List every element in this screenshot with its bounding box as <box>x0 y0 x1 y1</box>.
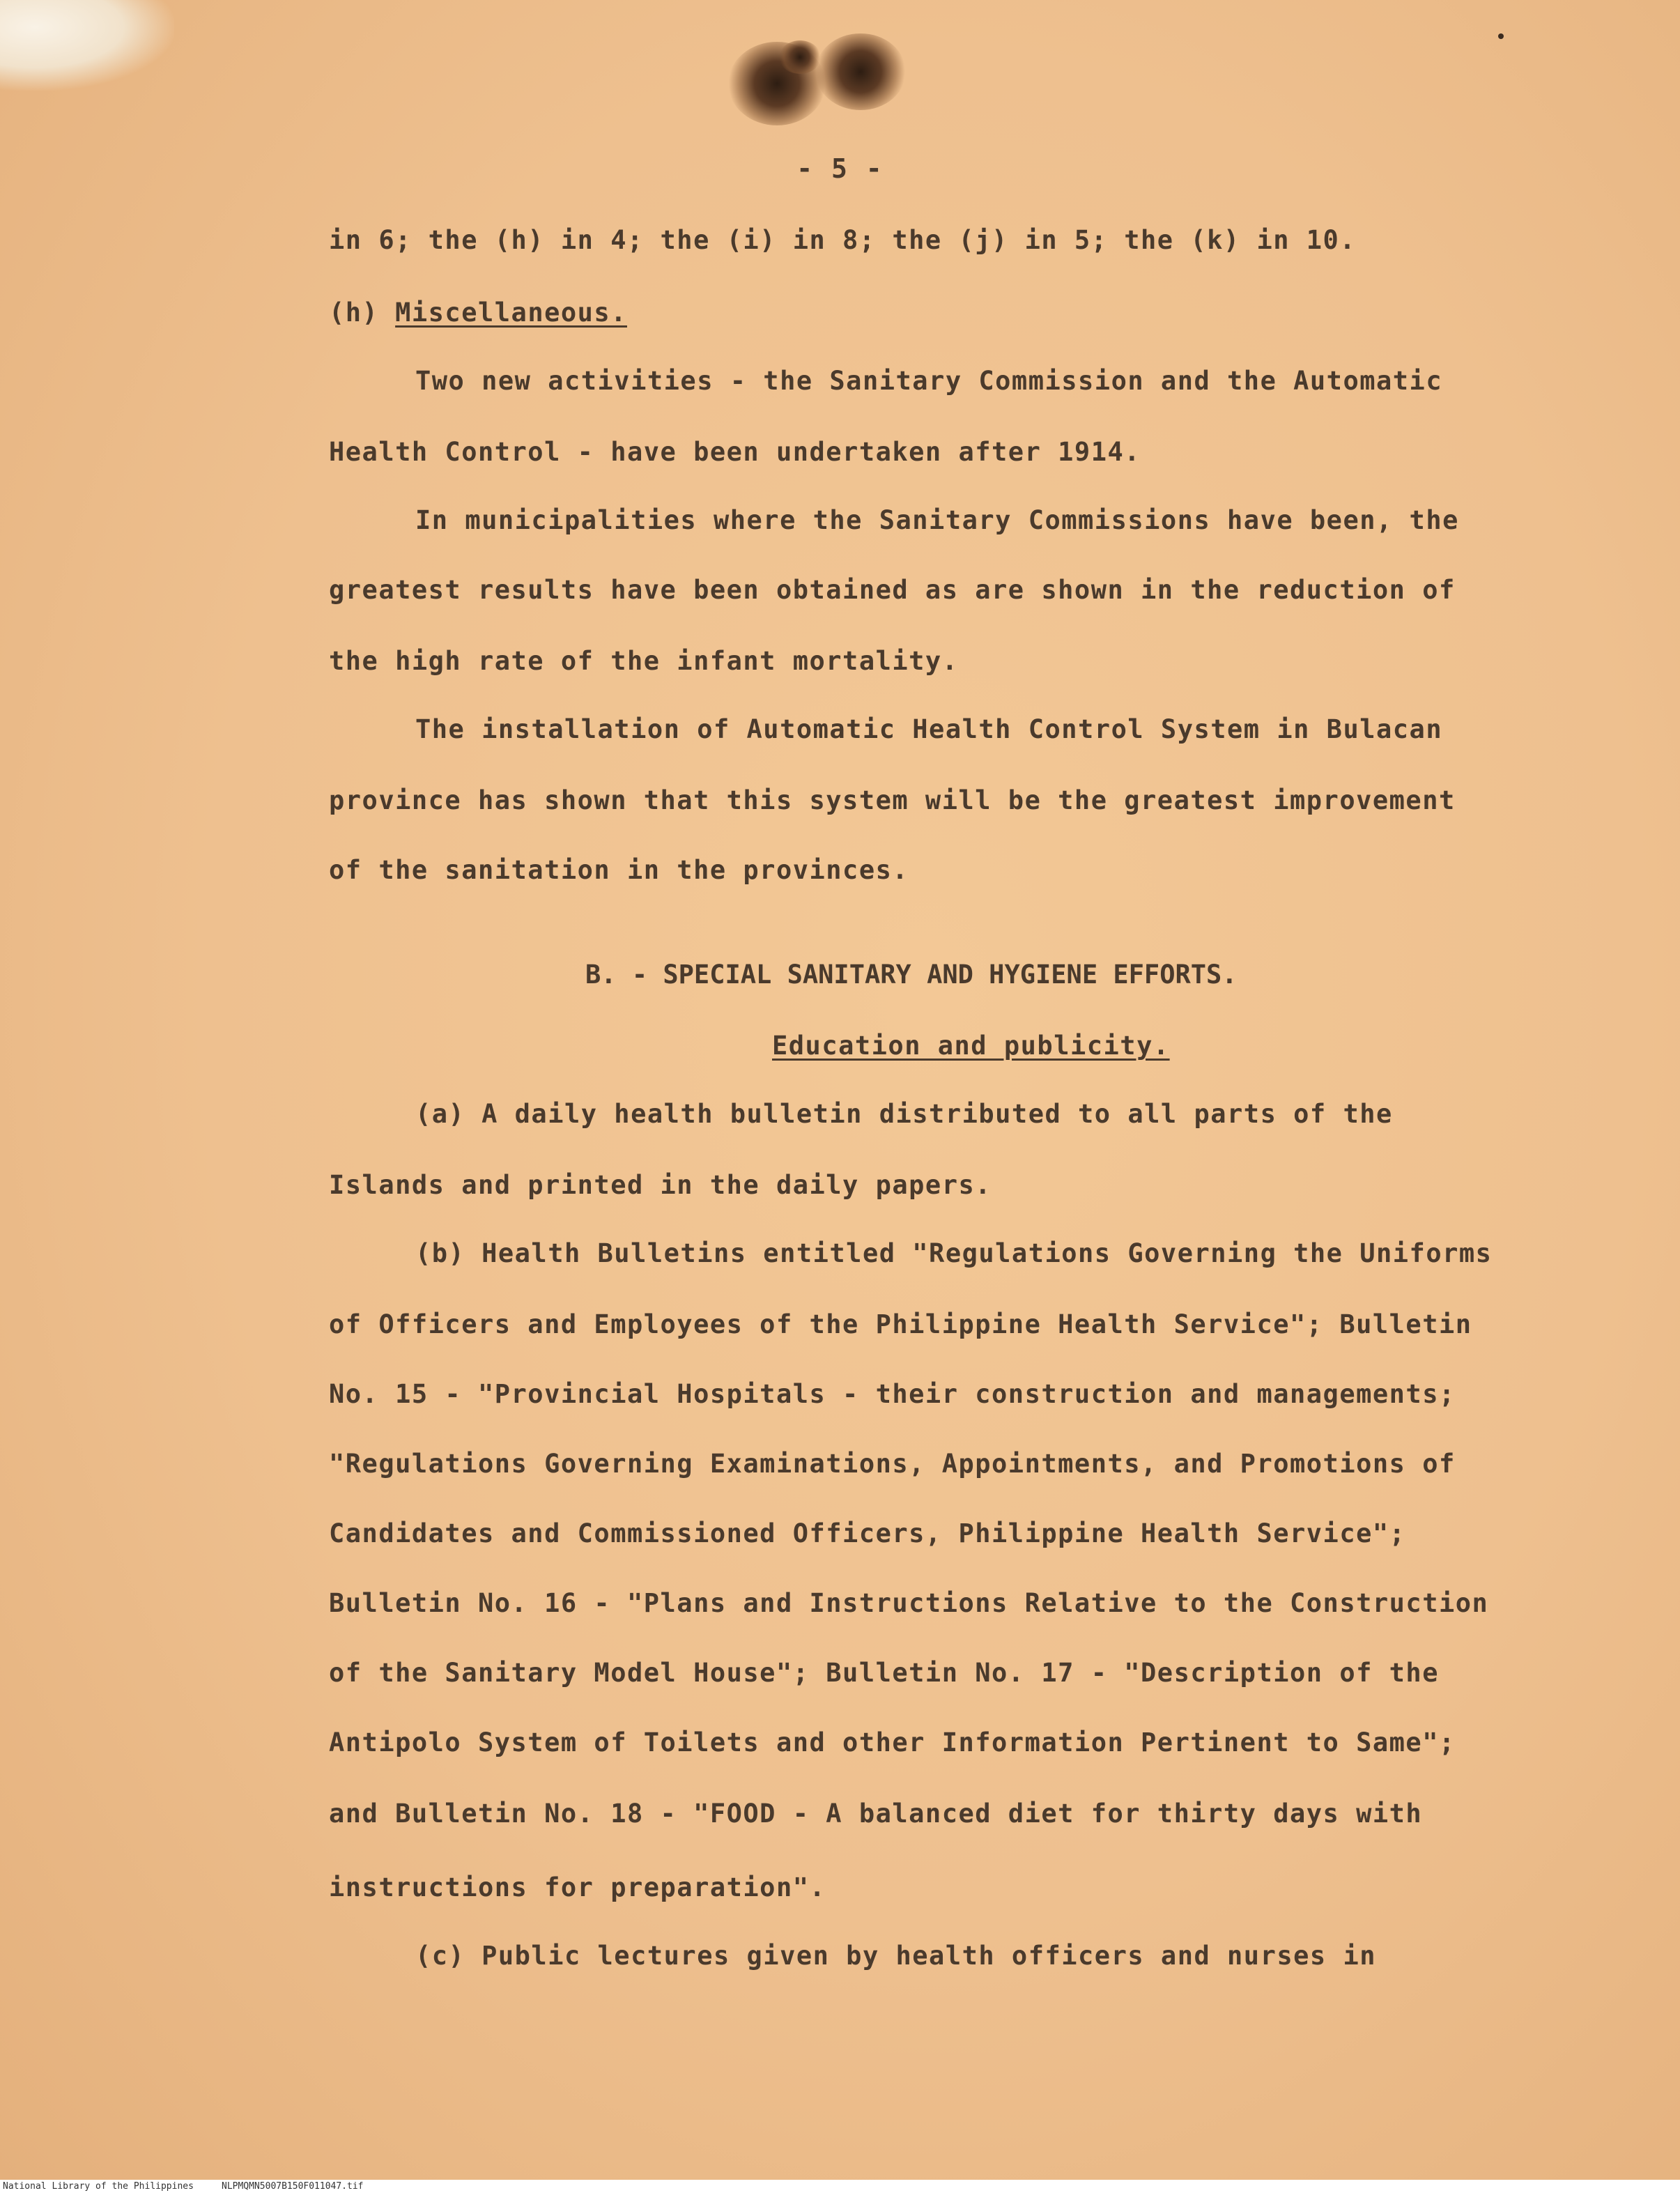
text-line: Candidates and Commissioned Officers, Philippine Health Service"; <box>329 1518 1406 1548</box>
text-line: (a) A daily health bulletin distributed to all parts of the <box>415 1099 1393 1129</box>
text-line: Health Control - have been undertaken after 1914. <box>329 437 1141 467</box>
text-line: "Regulations Governing Examinations, Appointments, and Promotions of <box>329 1449 1456 1479</box>
text-line: and Bulletin No. 18 - "FOOD - A balanced diet for thirty days with <box>329 1799 1423 1829</box>
torn-corner <box>0 0 174 91</box>
section-heading: B. - SPECIAL SANITARY AND HYGIENE EFFORTS. <box>585 960 1238 990</box>
subheading-prefix: (h) <box>329 298 396 328</box>
text-line: of the Sanitary Model House"; Bulletin No. 17 - "Description of the <box>329 1658 1439 1688</box>
text-line: greatest results have been obtained as are shown in the reduction of <box>329 575 1456 605</box>
burn-mark <box>779 40 821 74</box>
footer-file-id: NLPMQMN5007B150F011047.tif <box>222 2181 364 2192</box>
text-line: (b) Health Bulletins entitled "Regulations Governing the Uniforms <box>415 1238 1493 1268</box>
subheading-miscellaneous <box>329 296 627 330</box>
text-line: Bulletin No. 16 - "Plans and Instructions Relative to the Construction <box>329 1588 1489 1618</box>
page-number: - 5 - <box>796 153 884 184</box>
text-line: in 6; the (h) in 4; the (i) in 8; the (j) in 5; the (k) in 10. <box>329 225 1357 255</box>
footer-library: National Library of the Philippines <box>3 2181 194 2192</box>
text-line: Antipolo System of Toilets and other Information Pertinent to Same"; <box>329 1728 1456 1757</box>
text-line: province has shown that this system will be the greatest improvement <box>329 785 1456 815</box>
subheading-title: Miscellaneous. <box>395 298 627 328</box>
text-line: The installation of Automatic Health Control System in Bulacan <box>415 714 1443 744</box>
subsection-heading: Education and publicity. <box>772 1031 1170 1061</box>
text-line: (c) Public lectures given by health officers and nurses in <box>415 1941 1377 1971</box>
ink-dot <box>1498 33 1504 39</box>
text-line: In municipalities where the Sanitary Commissions have been, the <box>415 505 1459 535</box>
text-line: of Officers and Employees of the Philippine Health Service"; Bulletin <box>329 1309 1472 1339</box>
text-line: No. 15 - "Provincial Hospitals - their construction and managements; <box>329 1379 1456 1409</box>
text-line: instructions for preparation". <box>329 1872 826 1902</box>
text-line: the high rate of the infant mortality. <box>329 646 959 676</box>
text-line: Islands and printed in the daily papers. <box>329 1170 992 1200</box>
burn-mark <box>815 33 906 110</box>
text-line: Two new activities - the Sanitary Commission and the Automatic <box>415 366 1443 396</box>
text-line: of the sanitation in the provinces. <box>329 855 909 885</box>
scan-footer <box>0 2180 1680 2193</box>
